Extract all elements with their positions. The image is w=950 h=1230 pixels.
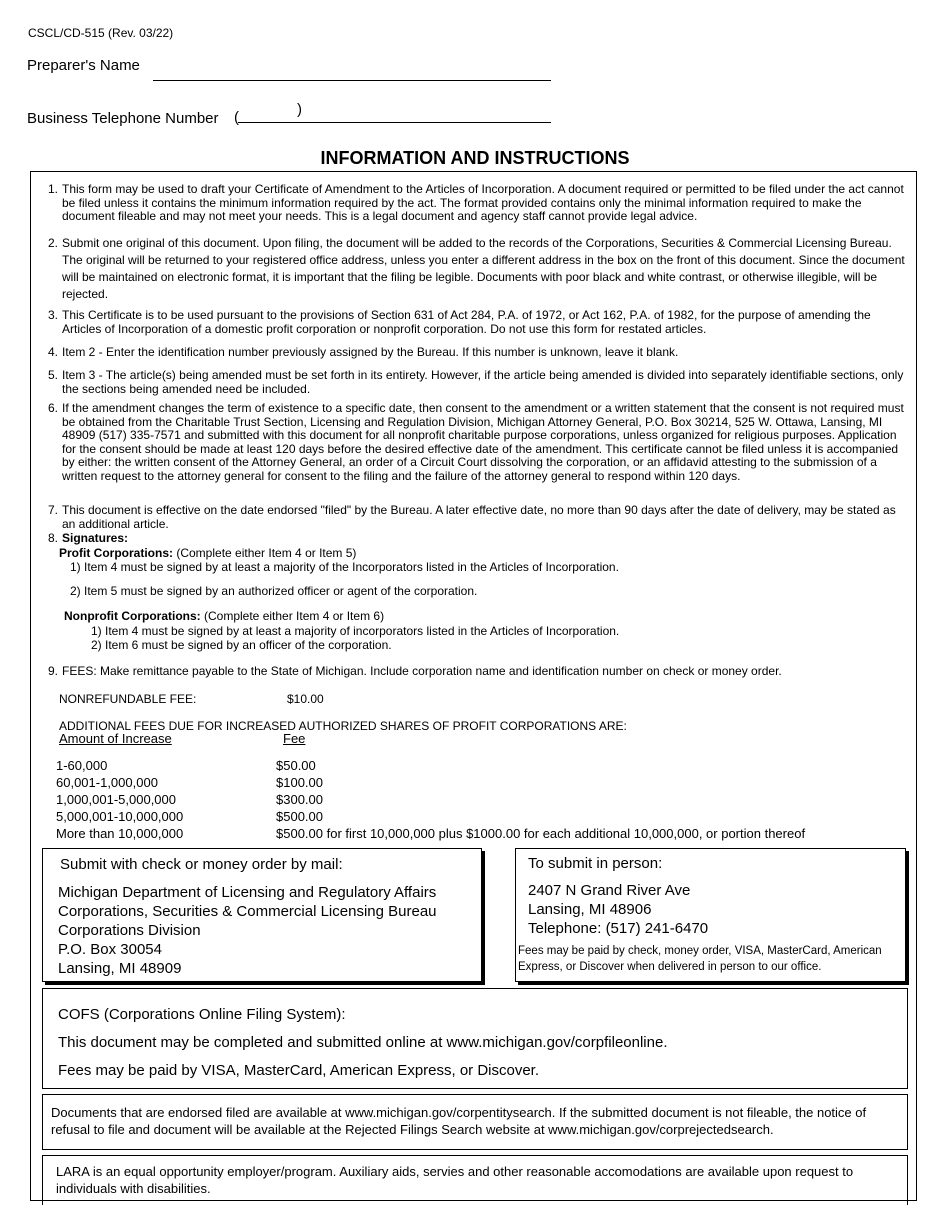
instruction-number: 8. xyxy=(47,531,58,545)
mail-address xyxy=(58,883,437,978)
table-row xyxy=(56,774,805,791)
nonprofit-rule-2: 2) Item 6 must be signed by an officer of the corporation. xyxy=(91,638,392,652)
form-code: CSCL/CD-515 (Rev. 03/22) xyxy=(28,26,174,40)
instruction-number: 6. xyxy=(47,401,58,415)
instruction-text: Submit one original of this document. Upon filing, the document will be added to the records of the Corporations, Securities & Commercial Licensing Bureau. The original will be returned to your registered office address, unless you enter a different address in the box on the front of this document. Since the document will be maintained on electronic format, it is important that the filing be legible. Documents with poor black and white contrast, or otherwise illegible, will be rejected. xyxy=(62,236,905,301)
fee-column-fee: Fee xyxy=(283,731,306,746)
in-person-phone: Telephone: (517) 241-6470 xyxy=(528,920,709,937)
eeo-box xyxy=(42,1155,908,1205)
instruction-5 xyxy=(38,369,908,396)
instruction-text: Item 2 - Enter the identification number previously assigned by the Bureau. If this number is unknown, leave it blank. xyxy=(62,345,679,359)
eeo-text: LARA is an equal opportunity employer/program. Auxiliary aids, servies and other reasonable accomodations are available upon request to individuals with disabilities. xyxy=(56,1164,854,1196)
nonrefundable-fee-value: $10.00 xyxy=(287,692,324,706)
in-person-box xyxy=(515,848,906,982)
fee-amount: 1,000,001-5,000,000 xyxy=(56,792,176,807)
phone-label: Business Telephone Number xyxy=(27,110,219,127)
nonprofit-rule-1: 1) Item 4 must be signed by at least a majority of incorporators listed in the Articles of Incorporation. xyxy=(91,624,620,638)
phone-close-paren: ) xyxy=(297,101,302,118)
instruction-text: This Certificate is to be used pursuant to the provisions of Section 631 of Act 284, P.A. of 1972, or Act 162, P.A. of 1982, for the purpose of amending the Articles of Incorporation of a domestic profit corporation or nonprofit corporation. Do not use this form for restated articles. xyxy=(62,308,871,336)
instruction-text: If the amendment changes the term of existence to a specific date, then consent to the amendment or a written statement that the consent is not required must be obtained from the Charitable Trust Section, Licensing and Regulation Division, Michigan Attorney General, P.O. Box 30214, 525 W. Ottawa, Lansing, MI 48909 (517) 335-7571 and submitted with this document for all nonprofit charitable purpose corporations, unless organized for religious purposes. Application for the consent should be made at least 120 days before the desired effective date of the amendment. This certificate cannot be filed unless it is accompanied by either: the written consent of the Attorney General, an order of a Circuit Court dissolving the corporation, or an affidavid attesting to the submission of a written request to the attorney general for consent to the filing and the failure of the attorney general to respond within 120 days. xyxy=(62,401,904,483)
fee-amount: 5,000,001-10,000,000 xyxy=(56,809,184,824)
mail-box-title: Submit with check or money order by mail: xyxy=(60,856,343,873)
in-person-address xyxy=(528,881,708,938)
cofs-online-text: This document may be completed and submitted online at www.michigan.gov/corpfileonline. xyxy=(58,1034,668,1051)
instruction-9 xyxy=(38,665,908,679)
in-person-title: To submit in person: xyxy=(528,855,663,872)
table-row xyxy=(56,757,805,774)
fee-amount: 1-60,000 xyxy=(56,758,108,773)
cofs-box xyxy=(42,988,908,1089)
instruction-text: Item 3 - The article(s) being amended must be set forth in its entirety. However, if the article being amended is divided into separately identifiable sections, only the sections being amended need be included. xyxy=(62,368,904,396)
profit-corporations-line xyxy=(59,546,356,560)
filed-documents-box xyxy=(42,1094,908,1150)
fee-value: $50.00 xyxy=(276,758,316,773)
in-person-fee-note: Fees may be paid by check, money order, VISA, MasterCard, American Express, or Discover when delivered in person to our office. xyxy=(518,945,882,973)
nonprofit-corporations-label: Nonprofit Corporations: xyxy=(64,609,201,623)
preparer-name-field[interactable] xyxy=(153,80,551,81)
table-row xyxy=(56,791,805,808)
profit-corporations-label: Profit Corporations: xyxy=(59,546,173,560)
fee-value: $500.00 xyxy=(276,809,323,824)
instruction-text: FEES: Make remittance payable to the State of Michigan. Include corporation name and identification number on check or money order. xyxy=(62,664,782,678)
fee-value: $500.00 for first 10,000,000 plus $1000.00 for each additional 10,000,000, or portion thereof xyxy=(276,826,806,841)
instruction-number: 1. xyxy=(47,182,58,196)
mail-address-line: Corporations, Securities & Commercial Licensing Bureau xyxy=(58,903,437,920)
additional-fees-heading: ADDITIONAL FEES DUE FOR INCREASED AUTHORIZED SHARES OF PROFIT CORPORATIONS ARE: xyxy=(59,719,627,733)
table-row xyxy=(56,825,805,842)
instruction-number: 3. xyxy=(47,308,58,322)
in-person-address-line: 2407 N Grand River Ave xyxy=(528,882,691,899)
cofs-title: COFS (Corporations Online Filing System): xyxy=(58,1006,346,1023)
instruction-7 xyxy=(38,504,908,531)
nonprofit-corporations-note: (Complete either Item 4 or Item 6) xyxy=(204,609,385,623)
instruction-text: This form may be used to draft your Certificate of Amendment to the Articles of Incorporation. A document required or permitted to be filed under the act cannot be filed unless it contains the minimum information required by the act. The format provided contains only the minimal information required to make the document fileable and may not meet your needs. This is a legal document and agency staff cannot provide legal advice. xyxy=(62,182,904,224)
instruction-8 xyxy=(38,532,908,546)
fee-column-amount: Amount of Increase xyxy=(59,731,172,746)
fee-value: $300.00 xyxy=(276,792,323,807)
page-title: INFORMATION AND INSTRUCTIONS xyxy=(320,148,630,168)
signatures-heading: Signatures: xyxy=(62,531,129,545)
table-row xyxy=(56,808,805,825)
instruction-3 xyxy=(38,309,908,336)
fee-table xyxy=(56,757,805,842)
instruction-number: 4. xyxy=(47,345,58,359)
nonrefundable-fee-label: NONREFUNDABLE FEE: xyxy=(59,692,197,706)
mail-address-line: Corporations Division xyxy=(58,922,201,939)
fee-amount: More than 10,000,000 xyxy=(56,826,184,841)
instruction-number: 5. xyxy=(47,368,58,382)
nonprofit-corporations-line xyxy=(64,609,384,623)
filed-documents-text: Documents that are endorsed filed are available at www.michigan.gov/corpentitysearch. If the submitted document is not fileable, the notice of refusal to file and document will be available at the Rejected Filings Search website at www.michigan.gov/corprejectedsearch. xyxy=(51,1105,867,1137)
fee-value: $100.00 xyxy=(276,775,323,790)
preparer-name-label: Preparer's Name xyxy=(27,57,140,74)
instruction-number: 7. xyxy=(47,503,58,517)
in-person-address-line: Lansing, MI 48906 xyxy=(528,901,652,918)
cofs-fees-text: Fees may be paid by VISA, MasterCard, American Express, or Discover. xyxy=(58,1062,540,1079)
instruction-4 xyxy=(38,346,908,360)
instruction-text: This document is effective on the date endorsed "filed" by the Bureau. A later effective date, no more than 90 days after the date of delivery, may be stated as an additional article. xyxy=(62,503,896,531)
phone-open-paren: ( xyxy=(234,109,239,126)
mail-address-line: Michigan Department of Licensing and Regulatory Affairs xyxy=(58,884,437,901)
instruction-1 xyxy=(38,183,908,224)
instruction-number: 2. xyxy=(47,236,58,250)
instruction-number: 9. xyxy=(47,664,58,678)
mail-submission-box xyxy=(42,848,482,982)
profit-corporations-note: (Complete either Item 4 or Item 5) xyxy=(176,546,357,560)
instruction-6 xyxy=(38,402,908,484)
mail-address-line: P.O. Box 30054 xyxy=(58,941,162,958)
mail-address-line: Lansing, MI 48909 xyxy=(58,960,182,977)
instruction-2 xyxy=(38,235,908,303)
profit-rule-2: 2) Item 5 must be signed by an authorized officer or agent of the corporation. xyxy=(70,584,478,598)
phone-number-field[interactable] xyxy=(238,122,551,123)
fee-amount: 60,001-1,000,000 xyxy=(56,775,158,790)
profit-rule-1: 1) Item 4 must be signed by at least a majority of the Incorporators listed in the Articles of Incorporation. xyxy=(70,560,619,574)
